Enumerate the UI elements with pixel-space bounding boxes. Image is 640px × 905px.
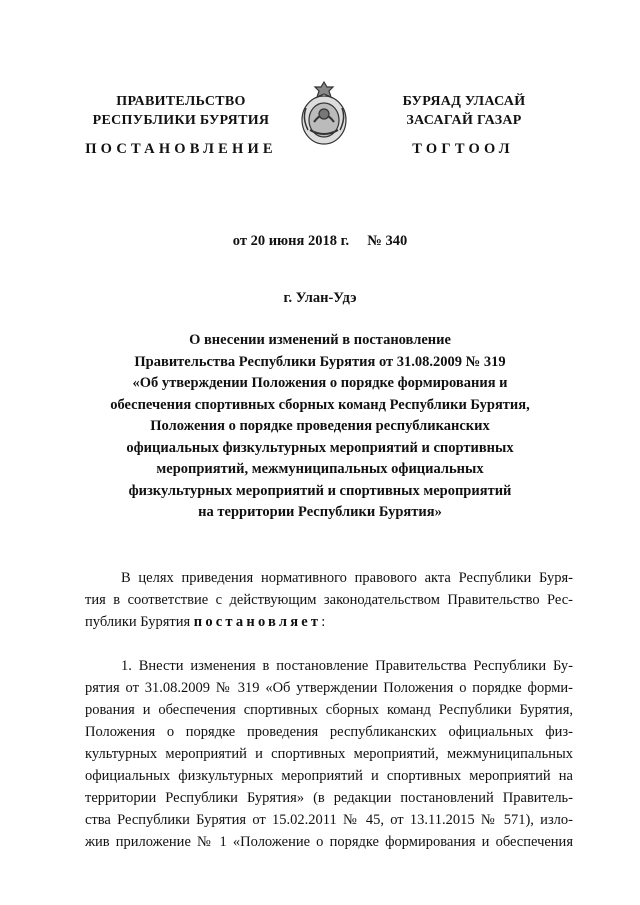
title-line: на территории Республики Бурятия» [198, 504, 442, 520]
issuer-name-buryat [372, 92, 556, 130]
title-line: Положения о порядке проведения республиканских [150, 418, 490, 434]
paragraph-line: жив приложение № 1 «Положение о порядке формирования и обеспечения [85, 834, 573, 850]
issuer-line: ЗАСАГАЙ ГАЗАР [406, 113, 522, 128]
issuer-line: РЕСПУБЛИКИ БУРЯТИЯ [92, 113, 270, 128]
decree-label-buryat: ТОГТООЛ [412, 141, 514, 157]
coat-of-arms-icon [296, 78, 352, 148]
paragraph-line: территории Республики Бурятия» (в редакции постановлений Правитель- [85, 790, 573, 806]
title-line: мероприятий, межмуниципальных официальных [156, 461, 484, 477]
paragraph-line: В целях приведения нормативного правового акта Республики Буря- [121, 570, 573, 586]
resolve-word: постановляет [193, 614, 322, 630]
document-city: г. Улан-Удэ [283, 290, 357, 306]
paragraph-line: тия в соответствие с действующим законодательством Правительство Рес- [85, 592, 573, 608]
title-line: «Об утверждении Положения о порядке формирования и [132, 375, 508, 391]
preamble-paragraph [85, 567, 573, 633]
paragraph-line: культурных мероприятий и спортивных мероприятий, межмуниципальных [85, 746, 573, 762]
title-line: Правительства Республики Бурятия от 31.08.2009 № 319 [134, 353, 506, 370]
preamble-text: публики Бурятия [85, 614, 194, 630]
issuer-line: ПРАВИТЕЛЬСТВО [116, 94, 246, 109]
issuer-line: БУРЯАД УЛАСАЙ [402, 94, 526, 109]
decree-label-russian: ПОСТАНОВЛЕНИЕ [85, 141, 277, 157]
paragraph-line: официальных физкультурных мероприятий и спортивных мероприятий на [85, 768, 573, 784]
paragraph-line: 1. Внести изменения в постановление Правительства Республики Бу- [121, 658, 573, 674]
paragraph-line [85, 611, 573, 633]
title-line: О внесении изменений в постановление [189, 332, 451, 348]
item-1-paragraph [85, 655, 573, 853]
preamble-colon: : [321, 614, 326, 630]
paragraph-line: рования и обеспечения спортивных сборных команд Республики Бурятия, [85, 702, 573, 718]
title-line: физкультурных мероприятий и спортивных мероприятий [128, 482, 512, 499]
document-date-number: от 20 июня 2018 г. № 340 [232, 233, 408, 249]
paragraph-line: Положения о порядке проведения республиканских официальных физ- [85, 724, 573, 740]
issuer-name-russian [86, 92, 276, 130]
document-title [60, 330, 580, 524]
title-line: официальных физкультурных мероприятий и спортивных [126, 439, 514, 456]
paragraph-line: рятия от 31.08.2009 № 319 «Об утверждении Положения о порядке форми- [85, 680, 573, 696]
paragraph-line: ства Республики Бурятия от 15.02.2011 № 45, от 13.11.2015 № 571), изло- [85, 812, 573, 828]
title-line: обеспечения спортивных сборных команд Республики Бурятия, [110, 396, 530, 413]
